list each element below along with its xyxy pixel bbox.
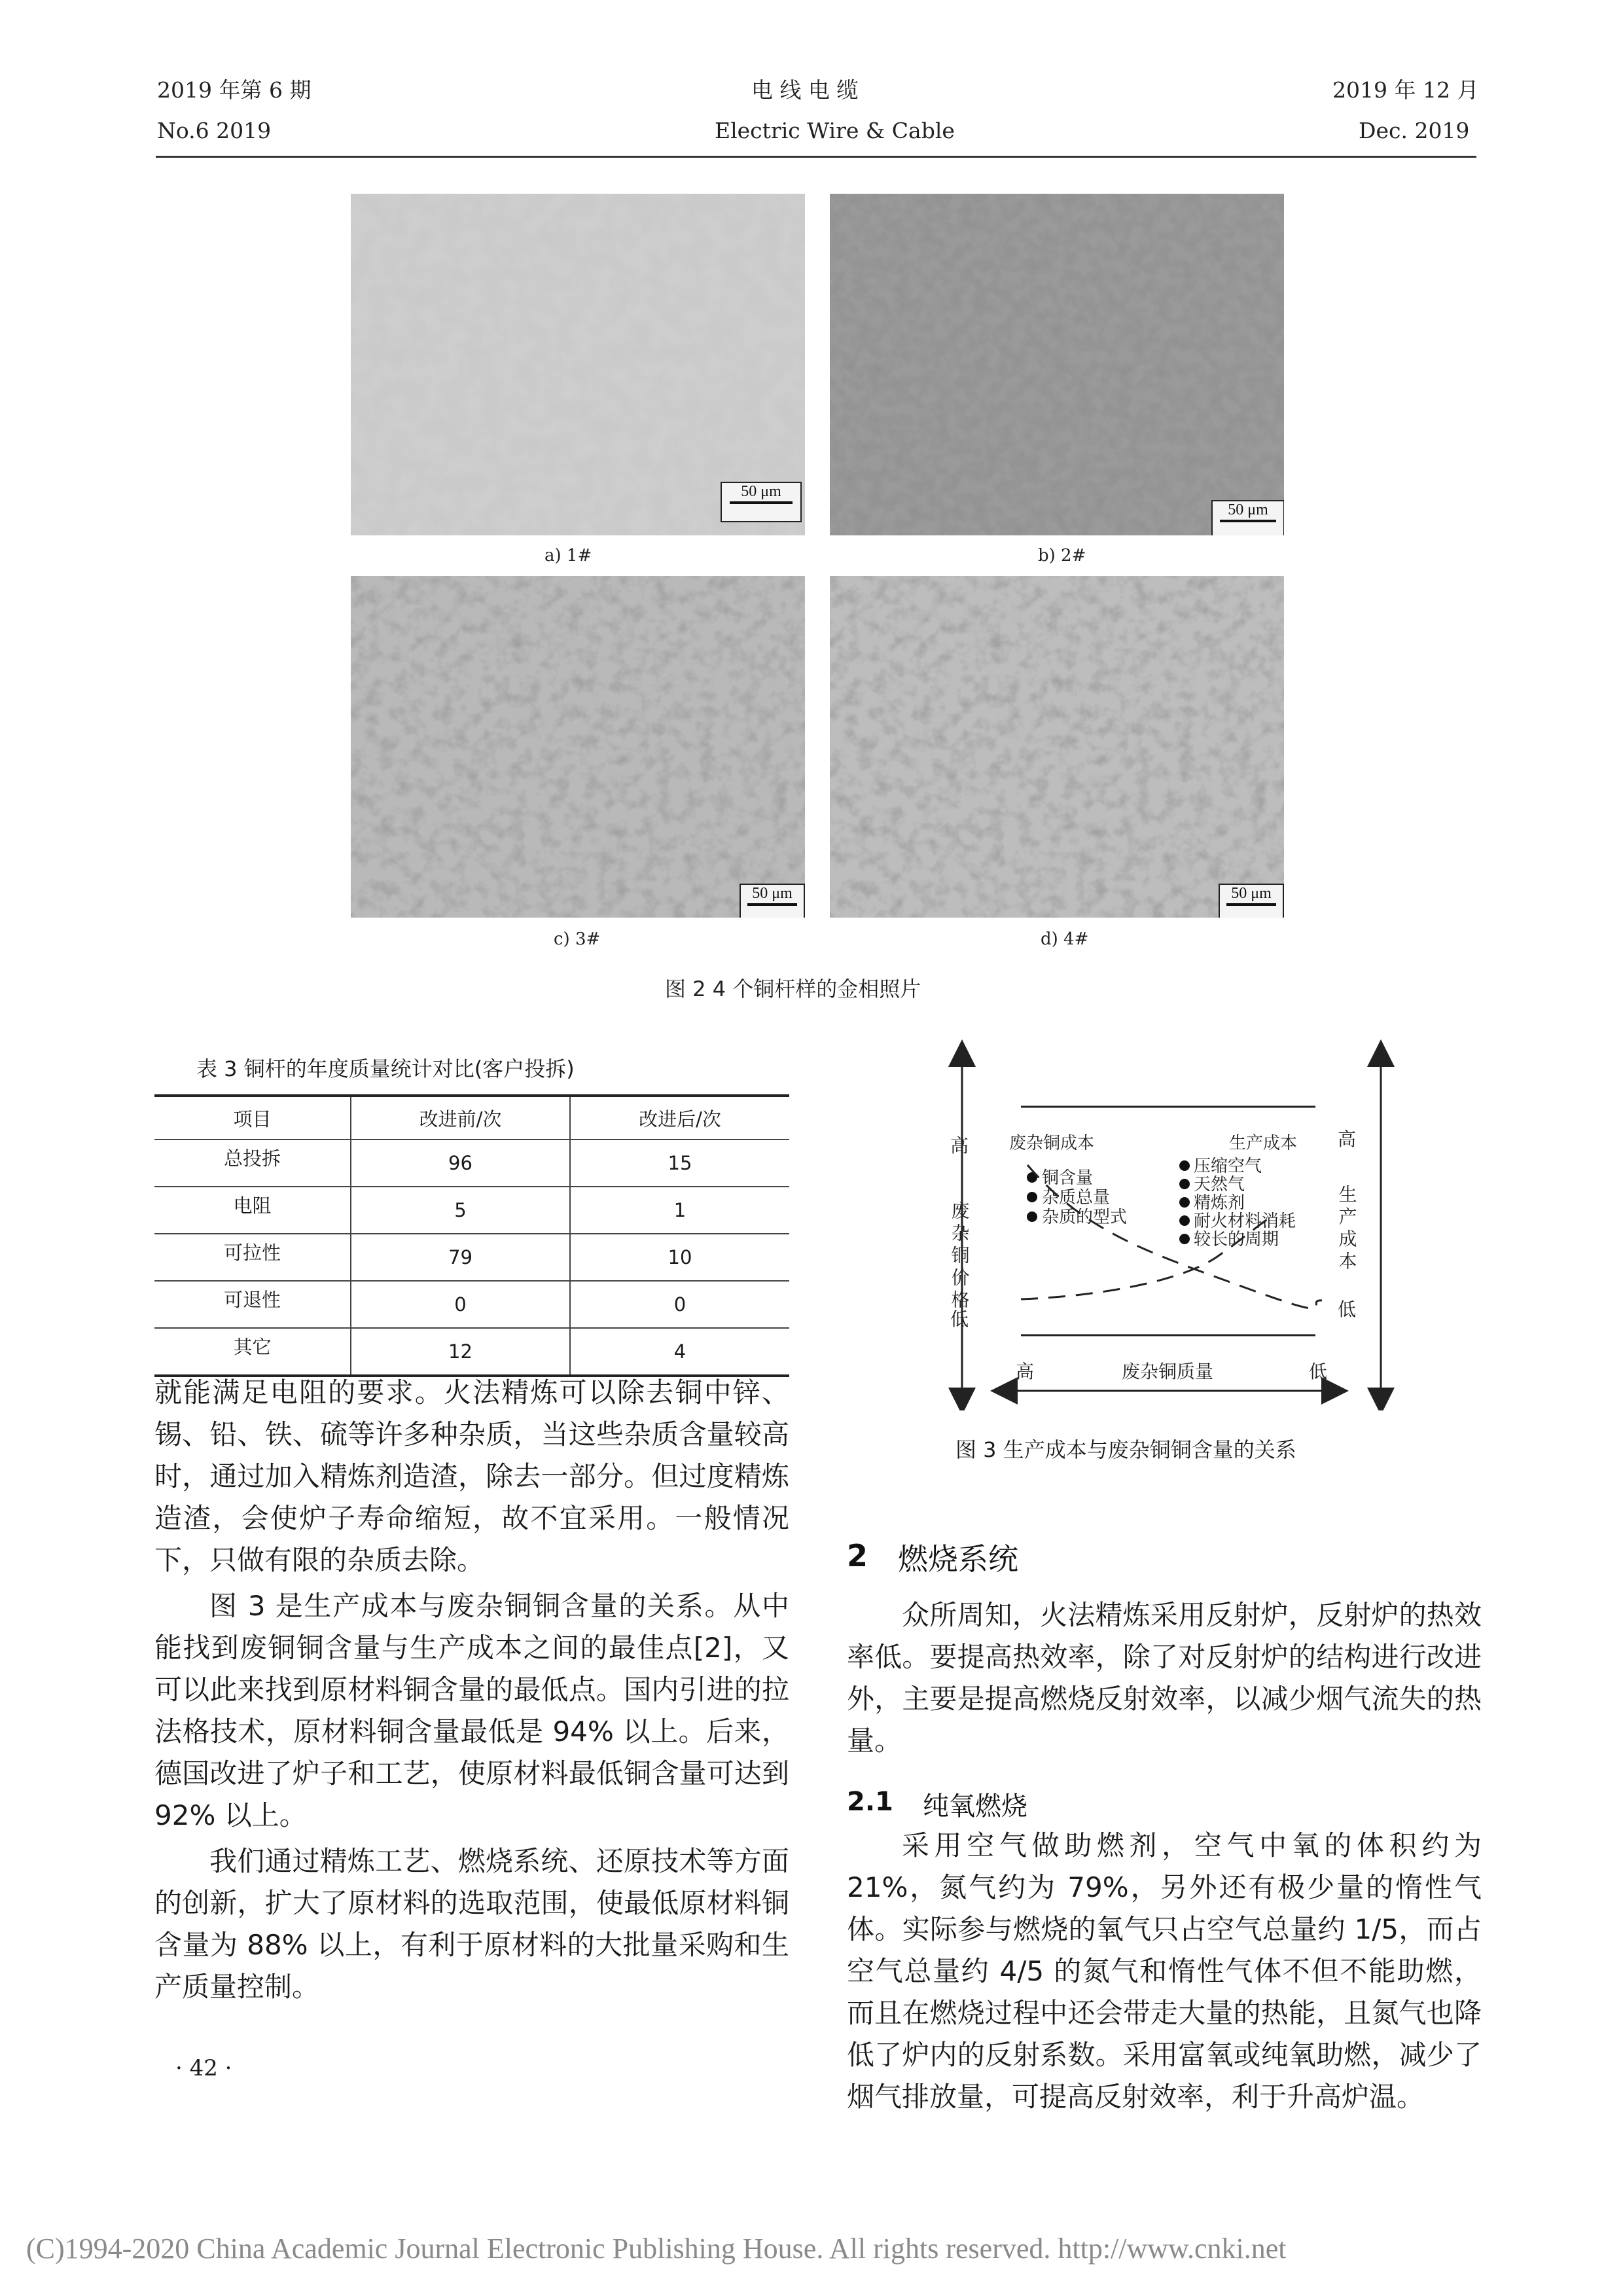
col-header-before: 改进前/次 xyxy=(351,1096,570,1139)
figure-3-diagram xyxy=(936,1037,1407,1413)
cell-value: 0 xyxy=(570,1281,789,1328)
table-3-title: 表 3 铜杆的年度质量统计对比(客户投拆) xyxy=(196,1056,575,1081)
panel-caption-c: c) 3# xyxy=(554,929,601,949)
right-top-label: 高 xyxy=(1338,1128,1357,1150)
quality-table xyxy=(154,1094,789,1377)
table-row xyxy=(154,1328,789,1376)
cell-value: 96 xyxy=(351,1139,570,1187)
scale-bar: 50 μm xyxy=(721,482,802,522)
cell-value: 79 xyxy=(351,1234,570,1281)
scale-bar: 50 μm xyxy=(1219,884,1284,918)
figure-3-caption: 图 3 生产成本与废杂铜铜含量的关系 xyxy=(955,1437,1296,1462)
header-date: 2019 年 12 月 xyxy=(1332,77,1479,103)
bullet-icon xyxy=(1179,1215,1190,1226)
bottom-left-label: 高 xyxy=(1016,1361,1035,1382)
panel-caption-a: a) 1# xyxy=(544,546,592,565)
paragraph: 采用空气做助燃剂，空气中氧的体积约为 21%，氮气约为 79%，另外还有极少量的惰性气体。实际参与燃烧的氧气只占空气总量约 1/5，而占空气总量约 4/5 的氮气和惰性气体不但不能助燃，而且在燃烧过程中还会带走大量的热能，且氮气也降低了炉内的反射系数。采用富氧或纯氧助燃，减少了烟气排放量，可提高反射效率，利于升高炉温。 xyxy=(847,1829,1482,2113)
cell-value: 4 xyxy=(570,1328,789,1376)
bullet-icon xyxy=(1179,1179,1190,1189)
table-row xyxy=(154,1139,789,1187)
header-issue-en: No.6 2019 xyxy=(157,118,272,143)
right-item: 较长的周期 xyxy=(1194,1230,1279,1249)
bottom-axis-label: 废杂铜质量 xyxy=(1122,1361,1214,1382)
micrograph-3 xyxy=(351,576,805,918)
header-rule xyxy=(156,156,1476,158)
section-title: 燃烧系统 xyxy=(898,1541,1018,1577)
scale-bar: 50 μm xyxy=(740,884,805,918)
bullet-icon xyxy=(1179,1234,1190,1244)
left-item: 杂质的型式 xyxy=(1042,1208,1128,1227)
bullet-icon xyxy=(1179,1197,1190,1208)
right-bottom-label: 低 xyxy=(1338,1299,1357,1320)
subsection-number: 2.1 xyxy=(847,1787,893,1817)
right-column-body xyxy=(847,1825,1482,2122)
left-bottom-label: 低 xyxy=(950,1308,969,1330)
left-top-label: 高 xyxy=(950,1135,969,1157)
paragraph: 众所周知，火法精炼采用反射炉，反射炉的热效率低。要提高热效率，除了对反射炉的结构进行改进外，主要是提高燃烧反射效率，以减少烟气流失的热量。 xyxy=(847,1599,1482,1757)
scrap-cost-title: 废杂铜成本 xyxy=(1009,1134,1095,1153)
bottom-right-label: 低 xyxy=(1309,1361,1328,1382)
cell-value: 10 xyxy=(570,1234,789,1281)
left-axis-label: 废杂铜价格 xyxy=(948,1201,971,1312)
micrograph-2 xyxy=(830,194,1284,535)
right-axis-label: 生产成本 xyxy=(1336,1185,1358,1274)
panel-caption-b: b) 2# xyxy=(1038,546,1086,565)
cell-value: 1 xyxy=(570,1187,789,1234)
copyright-footer: (C)1994-2020 China Academic Journal Electronic Publishing House. All rights reserved. http://www.cnki.net xyxy=(26,2233,1287,2265)
table-row xyxy=(154,1281,789,1328)
right-item: 压缩空气 xyxy=(1194,1157,1262,1176)
col-header-item: 项目 xyxy=(154,1096,351,1139)
micrograph-1 xyxy=(351,194,805,535)
cell-value: 5 xyxy=(351,1187,570,1234)
header-journal: 电 线 电 缆 xyxy=(751,77,859,103)
panel-caption-d: d) 4# xyxy=(1041,929,1089,949)
paragraph: 我们通过精炼工艺、燃烧系统、还原技术等方面的创新，扩大了原材料的选取范围，使最低原材料铜含量为 88% 以上，有利于原材料的大批量采购和生产质量控制。 xyxy=(154,1845,789,2003)
right-item: 耐火材料消耗 xyxy=(1194,1211,1296,1231)
figure-2-title: 图 2 4 个铜杆样的金相照片 xyxy=(665,977,921,1001)
col-header-after: 改进后/次 xyxy=(570,1096,789,1139)
right-item: 天然气 xyxy=(1194,1175,1245,1194)
row-label: 其它 xyxy=(154,1328,351,1376)
paragraph: 图 3 是生产成本与废杂铜铜含量的关系。从中能找到废铜铜含量与生产成本之间的最佳点[2]，又可以此来找到原材料铜含量的最低点。国内引进的拉法格技术，原材料铜含量最低是 94% 以上。后来，德国改进了炉子和工艺，使原材料最低铜含量可达到 92% 以上。 xyxy=(154,1590,789,1831)
page-number: · 42 · xyxy=(175,2055,232,2081)
micrograph-4 xyxy=(830,576,1284,918)
right-column-intro xyxy=(847,1594,1482,1766)
cell-value: 0 xyxy=(351,1281,570,1328)
production-cost-title: 生产成本 xyxy=(1229,1134,1298,1153)
bullet-icon xyxy=(1179,1160,1190,1171)
header-date-en: Dec. 2019 xyxy=(1359,118,1470,143)
left-item: 铜含量 xyxy=(1042,1168,1094,1188)
subsection-title: 纯氧燃烧 xyxy=(923,1791,1027,1821)
row-label: 总投拆 xyxy=(154,1139,351,1187)
left-column xyxy=(154,1372,789,2012)
scale-bar: 50 μm xyxy=(1211,500,1284,535)
left-item: 杂质总量 xyxy=(1042,1188,1111,1208)
row-label: 可拉性 xyxy=(154,1234,351,1281)
section-number: 2 xyxy=(847,1538,868,1573)
table-row xyxy=(154,1187,789,1234)
row-label: 电阻 xyxy=(154,1187,351,1234)
row-label: 可退性 xyxy=(154,1281,351,1328)
cell-value: 12 xyxy=(351,1328,570,1376)
table-row xyxy=(154,1234,789,1281)
right-item: 精炼剂 xyxy=(1194,1193,1245,1213)
header-issue: 2019 年第 6 期 xyxy=(157,77,312,103)
paragraph: 就能满足电阻的要求。火法精炼可以除去铜中锌、锡、铅、铁、硫等许多种杂质，当这些杂质含量较高时，通过加入精炼剂造渣，除去一部分。但过度精炼造渣，会使炉子寿命缩短，故不宜采用。一般情况下，只做有限的杂质去除。 xyxy=(154,1376,789,1576)
cell-value: 15 xyxy=(570,1139,789,1187)
bullet-icon xyxy=(1027,1192,1037,1202)
bullet-icon xyxy=(1027,1211,1037,1222)
table-header-row xyxy=(154,1096,789,1139)
header-journal-en: Electric Wire & Cable xyxy=(715,118,955,143)
